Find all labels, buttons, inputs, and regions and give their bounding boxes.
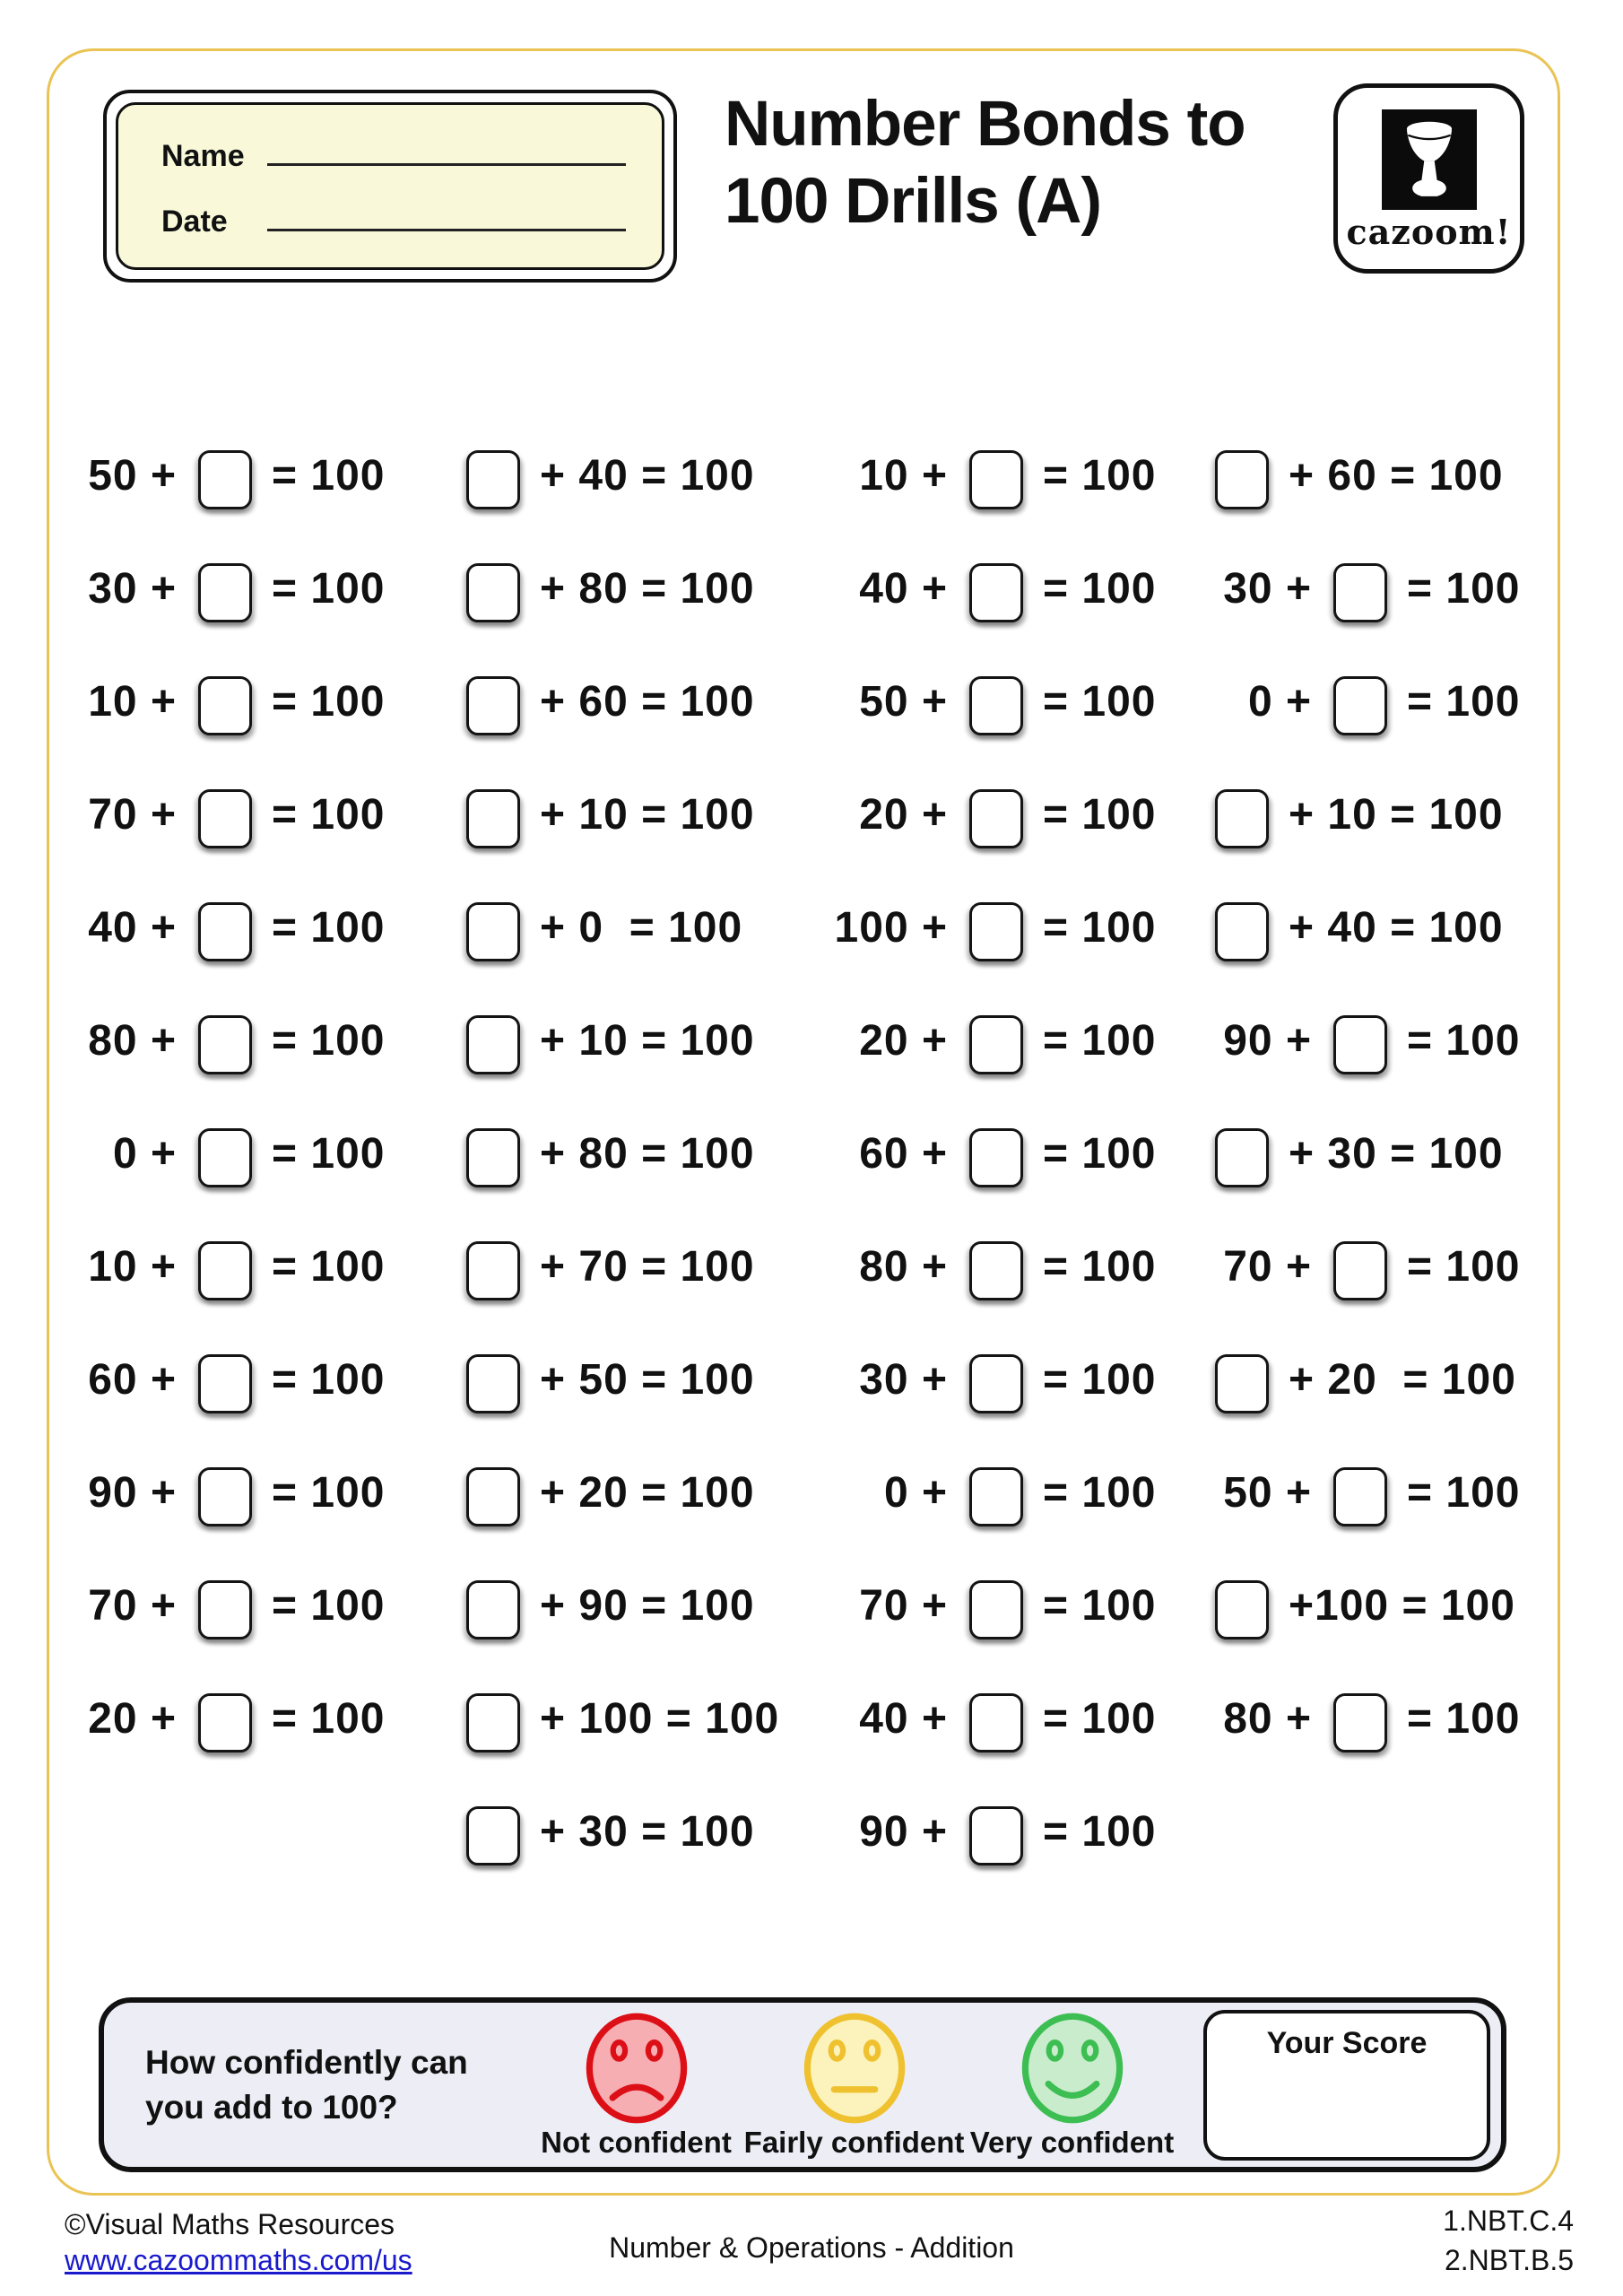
empty-cell xyxy=(1215,1775,1538,1888)
problem-cell xyxy=(829,645,1157,758)
problem-cell xyxy=(76,871,399,984)
operand-label: 20 + xyxy=(859,1016,948,1065)
name-label: Name xyxy=(161,139,245,173)
problem-cell xyxy=(466,871,762,984)
category-text: Number & Operations - Addition xyxy=(609,2231,1014,2264)
operand-label: 80 + xyxy=(859,1242,948,1291)
answer-box[interactable] xyxy=(466,1580,520,1639)
answer-box[interactable] xyxy=(969,1241,1023,1300)
operand-label: 90 + xyxy=(88,1468,177,1517)
problem-cell xyxy=(466,1775,762,1888)
answer-box[interactable] xyxy=(1333,676,1387,735)
equation-label: + 10 = 100 xyxy=(540,1016,755,1065)
problem-cell xyxy=(1215,1097,1538,1210)
equation-label: = 100 xyxy=(1043,1355,1157,1404)
answer-box[interactable] xyxy=(1333,1467,1387,1526)
equation-label: + 40 = 100 xyxy=(540,451,755,500)
date-input-line[interactable] xyxy=(267,201,626,231)
problem-cell xyxy=(76,758,399,871)
operand-label: 30 + xyxy=(859,1355,948,1404)
problem-cell xyxy=(1215,871,1538,984)
operand-label: 0 + xyxy=(112,1129,177,1178)
name-date-box xyxy=(103,90,677,283)
problem-cell xyxy=(829,419,1157,532)
answer-box[interactable] xyxy=(466,1015,520,1074)
answer-box[interactable] xyxy=(1333,1693,1387,1752)
problem-cell xyxy=(829,871,1157,984)
confidence-panel xyxy=(99,1997,1506,2172)
equation-label: = 100 xyxy=(272,790,386,839)
problems-grid xyxy=(76,419,1538,1888)
operand-label: 70 + xyxy=(1223,1242,1312,1291)
equation-label: = 100 xyxy=(272,903,386,952)
answer-box[interactable] xyxy=(466,902,520,961)
answer-box[interactable] xyxy=(969,450,1023,509)
equation-label: = 100 xyxy=(272,1581,386,1630)
equation-label: = 100 xyxy=(1043,451,1157,500)
problem-cell xyxy=(1215,758,1538,871)
answer-box[interactable] xyxy=(466,450,520,509)
problem-cell xyxy=(1215,419,1538,532)
operand-label: 70 + xyxy=(859,1581,948,1630)
problem-cell xyxy=(76,645,399,758)
equation-label: = 100 xyxy=(1043,1807,1157,1856)
answer-box[interactable] xyxy=(1215,1354,1269,1413)
equation-label: = 100 xyxy=(272,677,386,726)
operand-label: 50 + xyxy=(88,451,177,500)
operand-label: 30 + xyxy=(88,564,177,613)
face-label: Not confident xyxy=(541,2126,732,2159)
equation-label: = 100 xyxy=(272,1694,386,1743)
answer-box[interactable] xyxy=(466,1806,520,1866)
equation-label: + 20 = 100 xyxy=(540,1468,755,1517)
operand-label: 80 + xyxy=(1223,1694,1312,1743)
answer-box[interactable] xyxy=(1215,902,1269,961)
operand-label: 90 + xyxy=(859,1807,948,1856)
equation-label: = 100 xyxy=(1407,1016,1521,1065)
equation-label: + 80 = 100 xyxy=(540,1129,755,1178)
answer-box[interactable] xyxy=(969,1693,1023,1752)
problem-cell xyxy=(829,1549,1157,1662)
operand-label: 40 + xyxy=(859,564,948,613)
answer-box[interactable] xyxy=(1215,450,1269,509)
equation-label: = 100 xyxy=(1043,1468,1157,1517)
problem-cell xyxy=(466,1323,762,1436)
problem-cell xyxy=(76,419,399,532)
equation-label: + 10 = 100 xyxy=(1289,790,1504,839)
answer-box[interactable] xyxy=(969,563,1023,622)
equation-label: = 100 xyxy=(1407,1694,1521,1743)
equation-label: = 100 xyxy=(1407,1242,1521,1291)
equation-label: + 100 = 100 xyxy=(540,1694,780,1743)
equation-label: + 60 = 100 xyxy=(540,677,755,726)
confidence-option-not-confident[interactable] xyxy=(527,2010,745,2160)
answer-box[interactable] xyxy=(466,1693,520,1752)
standard-code-1: 1.NBT.C.4 xyxy=(1443,2205,1574,2237)
face-label: Very confident xyxy=(969,2126,1175,2159)
confidence-option-very-confident[interactable] xyxy=(963,2010,1181,2160)
name-date-box-inner xyxy=(116,102,664,270)
problem-cell xyxy=(466,645,762,758)
answer-box[interactable] xyxy=(969,902,1023,961)
equation-label: = 100 xyxy=(1407,564,1521,613)
operand-label: 90 + xyxy=(1223,1016,1312,1065)
problem-cell xyxy=(1215,1662,1538,1775)
operand-label: 50 + xyxy=(859,677,948,726)
problem-cell xyxy=(829,758,1157,871)
page-title-line2: 100 Drills (A) xyxy=(725,166,1102,237)
confidence-question-line2: you add to 100? xyxy=(145,2088,398,2126)
equation-label: +100 = 100 xyxy=(1289,1581,1515,1630)
confidence-option-fairly-confident[interactable] xyxy=(745,2010,963,2160)
answer-box[interactable] xyxy=(198,1354,252,1413)
equation-label: + 60 = 100 xyxy=(1289,451,1504,500)
problem-cell xyxy=(1215,532,1538,645)
answer-box[interactable] xyxy=(969,1015,1023,1074)
answer-box[interactable] xyxy=(198,789,252,848)
problem-cell xyxy=(76,984,399,1097)
name-input-line[interactable] xyxy=(267,135,626,166)
problem-cell xyxy=(1215,1323,1538,1436)
problem-cell xyxy=(466,419,762,532)
problem-cell xyxy=(76,1662,399,1775)
operand-label: 40 + xyxy=(88,903,177,952)
answer-box[interactable] xyxy=(466,1241,520,1300)
problem-cell xyxy=(829,984,1157,1097)
problem-cell xyxy=(466,984,762,1097)
operand-label: 0 + xyxy=(883,1468,948,1517)
answer-box[interactable] xyxy=(198,1467,252,1526)
answer-box[interactable] xyxy=(466,789,520,848)
problem-cell xyxy=(466,758,762,871)
equation-label: = 100 xyxy=(1043,1694,1157,1743)
problem-cell xyxy=(76,1097,399,1210)
cazoom-logo xyxy=(1333,83,1524,274)
problem-cell xyxy=(76,1549,399,1662)
answer-box[interactable] xyxy=(466,1354,520,1413)
operand-label: 0 + xyxy=(1247,677,1312,726)
operand-label: 30 + xyxy=(1223,564,1312,613)
equation-label: = 100 xyxy=(272,1355,386,1404)
operand-label: 20 + xyxy=(88,1694,177,1743)
answer-box[interactable] xyxy=(198,902,252,961)
answer-box[interactable] xyxy=(466,1467,520,1526)
equation-label: = 100 xyxy=(272,451,386,500)
answer-box[interactable] xyxy=(466,676,520,735)
equation-label: = 100 xyxy=(272,1468,386,1517)
equation-label: = 100 xyxy=(272,1129,386,1178)
answer-box[interactable] xyxy=(969,789,1023,848)
problem-cell xyxy=(1215,1549,1538,1662)
confidence-question-line1: How confidently can xyxy=(145,2043,468,2081)
problem-cell xyxy=(829,1436,1157,1549)
operand-label: 60 + xyxy=(859,1129,948,1178)
answer-box[interactable] xyxy=(198,1693,252,1752)
standard-code-2: 2.NBT.B.5 xyxy=(1444,2244,1574,2276)
answer-box[interactable] xyxy=(1215,789,1269,848)
face-label: Fairly confident xyxy=(743,2126,965,2159)
neutral-face-icon xyxy=(799,2010,910,2131)
answer-box[interactable] xyxy=(198,450,252,509)
equation-label: = 100 xyxy=(1043,1016,1157,1065)
equation-label: = 100 xyxy=(1407,677,1521,726)
equation-label: + 90 = 100 xyxy=(540,1581,755,1630)
operand-label: 70 + xyxy=(88,1581,177,1630)
problem-cell xyxy=(466,1662,780,1775)
problem-cell xyxy=(76,532,399,645)
equation-label: = 100 xyxy=(1043,677,1157,726)
equation-label: + 30 = 100 xyxy=(1289,1129,1504,1178)
problem-cell xyxy=(1215,645,1538,758)
happy-face-icon xyxy=(1017,2010,1128,2131)
operand-label: 40 + xyxy=(859,1694,948,1743)
equation-label: + 10 = 100 xyxy=(540,790,755,839)
answer-box[interactable] xyxy=(198,1241,252,1300)
operand-label: 60 + xyxy=(88,1355,177,1404)
operand-label: 80 + xyxy=(88,1016,177,1065)
equation-label: + 80 = 100 xyxy=(540,564,755,613)
problem-cell xyxy=(466,532,762,645)
answer-box[interactable] xyxy=(969,1806,1023,1866)
equation-label: + 30 = 100 xyxy=(540,1807,755,1856)
problem-cell xyxy=(829,1097,1157,1210)
equation-label: = 100 xyxy=(1043,1242,1157,1291)
equation-label: = 100 xyxy=(272,1242,386,1291)
operand-label: 10 + xyxy=(859,451,948,500)
equation-label: + 50 = 100 xyxy=(540,1355,755,1404)
operand-label: 20 + xyxy=(859,790,948,839)
problem-cell xyxy=(76,1436,399,1549)
answer-box[interactable] xyxy=(1333,1015,1387,1074)
answer-box[interactable] xyxy=(969,1467,1023,1526)
problem-cell xyxy=(829,1210,1157,1323)
page-title xyxy=(725,86,1316,240)
answer-box[interactable] xyxy=(198,1580,252,1639)
answer-box[interactable] xyxy=(969,1354,1023,1413)
equation-label: = 100 xyxy=(1043,1129,1157,1178)
problem-cell xyxy=(829,1323,1157,1436)
answer-box[interactable] xyxy=(1215,1128,1269,1187)
problem-cell xyxy=(466,1549,762,1662)
answer-box[interactable] xyxy=(1333,1241,1387,1300)
problem-cell xyxy=(76,1323,399,1436)
your-score-box[interactable] xyxy=(1203,2010,1490,2161)
confidence-question xyxy=(145,2040,522,2130)
problem-cell xyxy=(829,1662,1157,1775)
answer-box[interactable] xyxy=(1215,1580,1269,1639)
answer-box[interactable] xyxy=(969,1580,1023,1639)
equation-label: + 0 = 100 xyxy=(540,903,743,952)
page-title-line1: Number Bonds to xyxy=(725,89,1245,160)
copyright-text: ©Visual Maths Resources xyxy=(65,2208,395,2240)
equation-label: = 100 xyxy=(1407,1468,1521,1517)
equation-label: = 100 xyxy=(272,564,386,613)
problem-cell xyxy=(1215,1210,1538,1323)
sad-face-icon xyxy=(581,2010,692,2131)
answer-box[interactable] xyxy=(466,563,520,622)
confidence-options xyxy=(527,2010,1181,2160)
problem-cell xyxy=(1215,984,1538,1097)
problem-cell xyxy=(829,1775,1157,1888)
answer-box[interactable] xyxy=(969,1128,1023,1187)
equation-label: + 70 = 100 xyxy=(540,1242,755,1291)
problem-cell xyxy=(829,532,1157,645)
operand-label: 70 + xyxy=(88,790,177,839)
operand-label: 50 + xyxy=(1223,1468,1312,1517)
equation-label: = 100 xyxy=(1043,564,1157,613)
operand-label: 10 + xyxy=(88,1242,177,1291)
problem-cell xyxy=(466,1210,762,1323)
date-label: Date xyxy=(161,204,228,239)
operand-label: 10 + xyxy=(88,677,177,726)
equation-label: + 40 = 100 xyxy=(1289,903,1504,952)
problem-cell xyxy=(466,1097,762,1210)
equation-label: = 100 xyxy=(1043,1581,1157,1630)
answer-box[interactable] xyxy=(466,1128,520,1187)
equation-label: + 20 = 100 xyxy=(1289,1355,1516,1404)
answer-box[interactable] xyxy=(198,1128,252,1187)
equation-label: = 100 xyxy=(272,1016,386,1065)
answer-box[interactable] xyxy=(198,676,252,735)
problem-cell xyxy=(1215,1436,1538,1549)
logo-wordmark: cazoom! xyxy=(1346,212,1512,252)
problem-cell xyxy=(76,1210,399,1323)
website-link[interactable]: www.cazoommaths.com/us xyxy=(65,2244,412,2276)
answer-box[interactable] xyxy=(198,1015,252,1074)
your-score-label: Your Score xyxy=(1266,2025,1428,2060)
equation-label: = 100 xyxy=(1043,903,1157,952)
equation-label: = 100 xyxy=(1043,790,1157,839)
answer-box[interactable] xyxy=(1333,563,1387,622)
problem-cell xyxy=(466,1436,762,1549)
answer-box[interactable] xyxy=(198,563,252,622)
operand-label: 100 + xyxy=(834,903,948,952)
empty-cell xyxy=(76,1775,399,1888)
answer-box[interactable] xyxy=(969,676,1023,735)
drum-icon xyxy=(1382,109,1477,210)
